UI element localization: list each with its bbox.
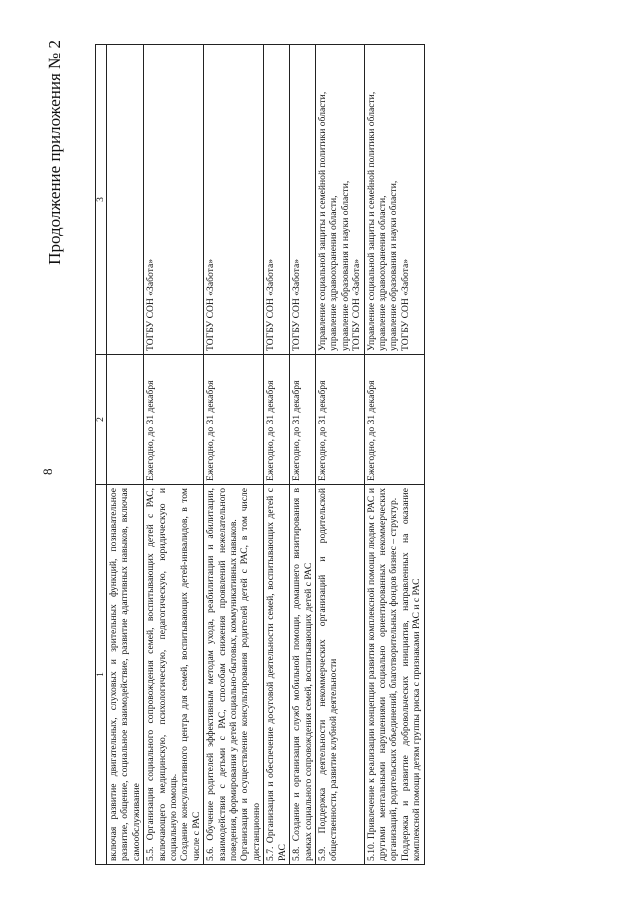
- table-row: [315, 45, 364, 865]
- responsible-text: ТОГБУ СОН «Забота»: [399, 258, 411, 351]
- table-row: [107, 45, 144, 865]
- activities-table: [95, 44, 425, 865]
- activity-cell: [204, 485, 264, 865]
- responsible-cell: [364, 45, 424, 355]
- activity-text: 5.10. Привлечение к реализации концепции развития комплексной помощи людям с РАС и другими ментальными нарушениями социально ориентированных некоммерческих организаций, родительских объединений, благотворительных фондов бизнес – структур.: [365, 488, 400, 861]
- responsible-cell: [204, 45, 264, 355]
- activity-cell: [144, 485, 204, 865]
- activity-text: Поддержка и развитие добровольческих инициатив, направленных на оказание комплексной помощи детям группы риска с признаками РАС и с РАС: [399, 488, 423, 861]
- column-header: 3: [96, 45, 107, 355]
- responsible-text: управление образования и науки области,: [388, 180, 400, 351]
- table-row: [290, 45, 316, 865]
- deadline-cell: Ежегодно, до 31 декабря: [264, 355, 290, 485]
- responsible-cell: [290, 45, 316, 355]
- responsible-text: Управление социальной защиты и семейной политики области,: [365, 91, 377, 351]
- responsible-text: управление образования и науки области,: [339, 180, 351, 351]
- deadline-cell: Ежегодно, до 31 декабря: [204, 355, 264, 485]
- activity-text: 5.7. Организация и обеспечение досуговой деятельности семей, воспитывающих детей с РАС: [265, 488, 288, 861]
- deadline-cell: Ежегодно, до 31 декабря: [290, 355, 316, 485]
- deadline-cell: Ежегодно, до 31 декабря: [364, 355, 424, 485]
- responsible-text: управление здравоохранения области,: [376, 195, 388, 351]
- table-header-row: [96, 45, 107, 865]
- responsible-cell: [264, 45, 290, 355]
- table-row: [144, 45, 204, 865]
- activity-text: 5.9. Поддержка деятельности некоммерческих организаций и родительской общественности, развитие клубной деятельности: [316, 488, 340, 861]
- responsible-text: Управление социальной защиты и семейной политики области,: [316, 91, 328, 351]
- responsible-text: ТОГБУ СОН «Забота»: [351, 258, 363, 351]
- deadline-cell: Ежегодно, до 31 декабря: [315, 355, 364, 485]
- responsible-text: ТОГБУ СОН «Забота»: [291, 258, 303, 351]
- activity-text: 5.6. Обучение родителей эффективным методам ухода, реабилитации и абилитации, взаимодействия с детьми с РАС, способам снижения проявлений нежелательного поведения, формирования у детей социально-бытовых, коммуникативных навыков.: [205, 488, 240, 861]
- activity-cell: [290, 485, 316, 865]
- activity-cell: [107, 485, 144, 865]
- table-row: [264, 45, 290, 865]
- activity-text: 5.8. Создание и организация служб мобильной помощи, домашнего визитирования в рамках социального сопровождения семей, воспитывающих детей с РАС: [291, 488, 314, 861]
- activity-text: включая развитие двигательных, слуховых и зрительных функций, познавательное развитие, общение, социальное взаимодействие, развитие адаптивных навыков, включая самообслуживание: [108, 488, 142, 861]
- activity-text: Создание консультативного центра для семей, воспитывающих детей-инвалидов, в том числе с РАС: [179, 488, 202, 861]
- responsible-cell: [107, 45, 144, 355]
- column-header: 2: [96, 355, 107, 485]
- column-header: 1: [96, 485, 107, 865]
- appendix-heading: Продолжение приложения № 2: [45, 40, 64, 265]
- activity-text: 5.5. Организация социального сопровождения семей, воспитывающих детей с РАС, включающего медицинскую, психологическую, педагогическую, юридическую и социальную помощь.: [145, 488, 180, 861]
- responsible-cell: [315, 45, 364, 355]
- responsible-cell: [144, 45, 204, 355]
- responsible-text: ТОГБУ СОН «Забота»: [205, 258, 217, 351]
- activity-cell: [315, 485, 364, 865]
- activity-text: Организация и осуществление консультирования родителей детей с РАС, в том числе дистанционно: [239, 488, 262, 861]
- responsible-text: управление здравоохранения области,: [328, 195, 340, 351]
- deadline-cell: Ежегодно, до 31 декабря: [144, 355, 204, 485]
- page-number: 8: [40, 468, 55, 475]
- activity-cell: [364, 485, 424, 865]
- deadline-cell: [107, 355, 144, 485]
- table-row: [204, 45, 264, 865]
- activity-cell: [264, 485, 290, 865]
- responsible-text: ТОГБУ СОН «Забота»: [265, 258, 277, 351]
- table-row: [364, 45, 424, 865]
- responsible-text: ТОГБУ СОН «Забота»: [145, 258, 157, 351]
